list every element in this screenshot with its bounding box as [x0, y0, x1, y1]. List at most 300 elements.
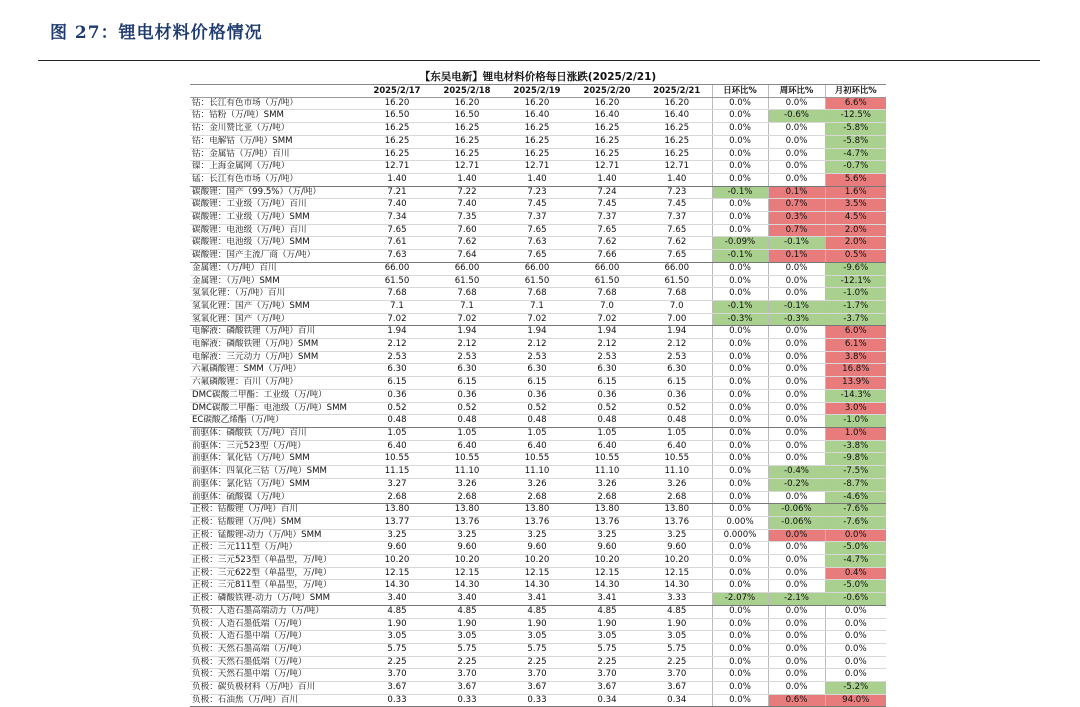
price-cell: 16.25 — [642, 123, 712, 136]
change-cell: 6.1% — [825, 339, 886, 352]
price-cell: 3.05 — [572, 631, 642, 644]
row-label: 前驱体：氧化钴（万/吨）SMM — [190, 453, 362, 466]
row-label: 金属锂：（万/吨）SMM — [190, 275, 362, 288]
change-cell: 0.0% — [825, 529, 886, 542]
change-cell: 0.0% — [768, 555, 825, 568]
change-cell: 0.000% — [712, 529, 768, 542]
table-row — [190, 580, 886, 593]
price-cell: 3.25 — [572, 529, 642, 542]
change-cell: -5.8% — [825, 135, 886, 148]
price-cell: 12.15 — [432, 567, 502, 580]
price-cell: 7.02 — [362, 313, 432, 326]
change-cell: 0.0% — [712, 161, 768, 174]
change-cell: 0.0% — [768, 262, 825, 275]
price-cell: 7.40 — [432, 199, 502, 212]
price-cell: 7.02 — [572, 313, 642, 326]
row-label: 钴：长江有色市场（万/吨） — [190, 97, 362, 110]
change-cell: -0.4% — [768, 466, 825, 479]
price-cell: 7.45 — [572, 199, 642, 212]
price-cell: 1.94 — [642, 326, 712, 339]
price-cell: 66.00 — [572, 262, 642, 275]
price-cell: 4.85 — [432, 605, 502, 618]
table-row — [190, 618, 886, 631]
price-cell: 16.50 — [362, 110, 432, 123]
price-cell: 7.68 — [502, 288, 572, 301]
table-row — [190, 555, 886, 568]
row-label: 正极：三元811型（单晶型，万/吨） — [190, 580, 362, 593]
price-cell: 16.20 — [572, 97, 642, 110]
price-cell: 7.22 — [432, 186, 502, 199]
price-cell: 4.85 — [572, 605, 642, 618]
change-cell: -3.8% — [825, 440, 886, 453]
table-row — [190, 669, 886, 682]
price-cell: 16.40 — [572, 110, 642, 123]
price-cell: 5.75 — [642, 643, 712, 656]
change-cell: -1.0% — [825, 288, 886, 301]
price-cell: 16.50 — [432, 110, 502, 123]
price-cell: 3.67 — [432, 682, 502, 695]
price-cell: 7.34 — [362, 212, 432, 225]
price-cell: 16.25 — [572, 148, 642, 161]
change-cell: 0.4% — [825, 567, 886, 580]
price-cell: 61.50 — [362, 275, 432, 288]
price-cell: 5.75 — [432, 643, 502, 656]
price-cell: 5.75 — [572, 643, 642, 656]
column-header: 周环比% — [768, 85, 825, 98]
price-cell: 12.71 — [432, 161, 502, 174]
price-cell: 6.40 — [362, 440, 432, 453]
change-cell: -0.6% — [768, 110, 825, 123]
change-cell: 0.0% — [712, 491, 768, 504]
table-row — [190, 135, 886, 148]
price-cell: 3.05 — [642, 631, 712, 644]
price-cell: 7.37 — [642, 212, 712, 225]
row-label: 碳酸锂：电池级（万/吨）SMM — [190, 237, 362, 250]
price-cell: 9.60 — [572, 542, 642, 555]
change-cell: -5.8% — [825, 123, 886, 136]
price-cell: 5.75 — [362, 643, 432, 656]
change-cell: 0.0% — [825, 605, 886, 618]
row-label: 钴：金川赞比亚（万/吨） — [190, 123, 362, 136]
change-cell: 0.0% — [768, 339, 825, 352]
change-cell: 0.0% — [712, 694, 768, 707]
change-cell: 0.0% — [712, 135, 768, 148]
price-cell: 2.25 — [502, 656, 572, 669]
price-cell: 10.55 — [642, 453, 712, 466]
price-cell: 12.71 — [572, 161, 642, 174]
price-cell: 16.25 — [572, 123, 642, 136]
price-cell: 7.63 — [362, 250, 432, 263]
price-cell: 3.27 — [362, 478, 432, 491]
price-cell: 1.94 — [432, 326, 502, 339]
change-cell: -5.0% — [825, 580, 886, 593]
price-cell: 0.52 — [362, 402, 432, 415]
column-header: 2025/2/20 — [572, 85, 642, 98]
change-cell: 0.0% — [712, 415, 768, 428]
change-cell: 0.0% — [768, 542, 825, 555]
column-header — [190, 85, 362, 98]
change-cell: -3.7% — [825, 313, 886, 326]
table-row — [190, 542, 886, 555]
table-row — [190, 199, 886, 212]
change-cell: -4.7% — [825, 555, 886, 568]
row-label: 负极：天然石墨低端（万/吨） — [190, 656, 362, 669]
price-cell: 6.30 — [432, 364, 502, 377]
table-row — [190, 262, 886, 275]
change-cell: -0.3% — [712, 313, 768, 326]
price-cell: 66.00 — [642, 262, 712, 275]
change-cell: 0.0% — [712, 364, 768, 377]
title-divider — [38, 60, 1040, 61]
price-cell: 6.15 — [572, 377, 642, 390]
row-label: 氢氧化锂：国产（万/吨）SMM — [190, 300, 362, 313]
price-cell: 2.68 — [432, 491, 502, 504]
table-row — [190, 148, 886, 161]
price-cell: 7.1 — [432, 300, 502, 313]
price-cell: 3.25 — [642, 529, 712, 542]
change-cell: -0.1% — [768, 300, 825, 313]
table-row — [190, 377, 886, 390]
table-row — [190, 427, 886, 440]
price-cell: 10.20 — [502, 555, 572, 568]
price-cell: 7.62 — [432, 237, 502, 250]
change-cell: 1.0% — [825, 427, 886, 440]
price-cell: 7.45 — [502, 199, 572, 212]
change-cell: 6.0% — [825, 326, 886, 339]
table-row — [190, 288, 886, 301]
price-cell: 3.70 — [642, 669, 712, 682]
row-label: 钴：钴粉（万/吨）SMM — [190, 110, 362, 123]
price-cell: 16.25 — [502, 123, 572, 136]
row-label: 碳酸锂：工业级（万/吨）百川 — [190, 199, 362, 212]
change-cell: 0.0% — [712, 453, 768, 466]
table-row — [190, 186, 886, 199]
price-cell: 16.20 — [362, 97, 432, 110]
price-cell: 66.00 — [502, 262, 572, 275]
price-cell: 12.71 — [502, 161, 572, 174]
price-cell: 10.20 — [362, 555, 432, 568]
row-label: 钴：电解钴（万/吨）SMM — [190, 135, 362, 148]
row-label: 前驱体：四氧化三钴（万/吨）SMM — [190, 466, 362, 479]
price-cell: 12.71 — [362, 161, 432, 174]
price-cell: 1.40 — [502, 173, 572, 186]
change-cell: 0.0% — [768, 415, 825, 428]
price-cell: 10.55 — [502, 453, 572, 466]
price-cell: 7.60 — [432, 224, 502, 237]
price-cell: 3.70 — [572, 669, 642, 682]
price-cell: 3.67 — [642, 682, 712, 695]
change-cell: -12.1% — [825, 275, 886, 288]
change-cell: 0.00% — [712, 516, 768, 529]
price-cell: 1.90 — [362, 618, 432, 631]
price-cell: 6.15 — [432, 377, 502, 390]
price-cell: 0.36 — [432, 389, 502, 402]
change-cell: 0.0% — [712, 402, 768, 415]
row-label: 金属锂：（万/吨）百川 — [190, 262, 362, 275]
change-cell: 0.0% — [768, 643, 825, 656]
price-cell: 1.40 — [432, 173, 502, 186]
change-cell: 0.0% — [768, 288, 825, 301]
price-cell: 7.65 — [642, 224, 712, 237]
price-cell: 11.10 — [502, 466, 572, 479]
price-cell: 1.94 — [502, 326, 572, 339]
row-label: 前驱体：磷酸铁（万/吨）百川 — [190, 427, 362, 440]
price-cell: 1.90 — [502, 618, 572, 631]
table-row — [190, 631, 886, 644]
price-cell: 1.94 — [362, 326, 432, 339]
change-cell: 0.1% — [768, 186, 825, 199]
price-cell: 16.25 — [362, 148, 432, 161]
price-cell: 16.20 — [432, 97, 502, 110]
change-cell: 0.0% — [768, 529, 825, 542]
price-cell: 7.0 — [642, 300, 712, 313]
price-cell: 11.15 — [362, 466, 432, 479]
price-cell: 7.65 — [642, 250, 712, 263]
change-cell: 0.0% — [825, 656, 886, 669]
price-cell: 16.25 — [502, 148, 572, 161]
change-cell: -0.1% — [712, 250, 768, 263]
row-label: 碳酸锂：国产主流厂商（万/吨） — [190, 250, 362, 263]
table-row — [190, 351, 886, 364]
price-cell: 66.00 — [362, 262, 432, 275]
change-cell: 3.0% — [825, 402, 886, 415]
table-row — [190, 224, 886, 237]
change-cell: -2.1% — [768, 593, 825, 606]
column-header: 日环比% — [712, 85, 768, 98]
change-cell: 0.0% — [712, 605, 768, 618]
change-cell: -0.1% — [768, 237, 825, 250]
table-body — [190, 97, 886, 707]
change-cell: 0.0% — [768, 669, 825, 682]
change-cell: 0.0% — [768, 326, 825, 339]
row-label: 负极：碳负极材料（万/吨）百川 — [190, 682, 362, 695]
price-cell: 10.20 — [642, 555, 712, 568]
price-cell: 13.76 — [642, 516, 712, 529]
price-cell: 16.25 — [362, 123, 432, 136]
price-cell: 7.62 — [642, 237, 712, 250]
price-cell: 1.05 — [362, 427, 432, 440]
row-label: 钴：金属钴（万/吨）百川 — [190, 148, 362, 161]
price-cell: 7.45 — [642, 199, 712, 212]
price-cell: 7.24 — [572, 186, 642, 199]
table-row — [190, 389, 886, 402]
table-row — [190, 97, 886, 110]
row-label: 六氟磷酸锂：SMM（万/吨） — [190, 364, 362, 377]
price-cell: 0.48 — [362, 415, 432, 428]
price-cell: 1.05 — [432, 427, 502, 440]
row-label: 负极：人造石墨高端动力（万/吨） — [190, 605, 362, 618]
table-row — [190, 453, 886, 466]
table-row — [190, 478, 886, 491]
price-cell: 16.25 — [432, 148, 502, 161]
change-cell: 0.0% — [712, 466, 768, 479]
table-row — [190, 516, 886, 529]
price-cell: 3.25 — [432, 529, 502, 542]
price-cell: 1.94 — [572, 326, 642, 339]
change-cell: 0.0% — [712, 567, 768, 580]
price-cell: 3.67 — [362, 682, 432, 695]
change-cell: -9.6% — [825, 262, 886, 275]
change-cell: -0.3% — [768, 313, 825, 326]
price-cell: 2.12 — [572, 339, 642, 352]
change-cell: 0.0% — [712, 643, 768, 656]
price-table — [190, 70, 886, 707]
price-cell: 0.48 — [572, 415, 642, 428]
row-label: 电解液：磷酸铁锂（万/吨）SMM — [190, 339, 362, 352]
price-cell: 10.55 — [572, 453, 642, 466]
change-cell: 0.7% — [768, 199, 825, 212]
table-row — [190, 440, 886, 453]
price-cell: 2.12 — [432, 339, 502, 352]
price-cell: 3.70 — [432, 669, 502, 682]
price-cell: 2.25 — [572, 656, 642, 669]
price-cell: 16.20 — [502, 97, 572, 110]
price-cell: 14.30 — [642, 580, 712, 593]
row-label: 前驱体：氯化钴（万/吨）SMM — [190, 478, 362, 491]
price-cell: 11.10 — [642, 466, 712, 479]
price-cell: 7.1 — [502, 300, 572, 313]
change-cell: -0.1% — [712, 300, 768, 313]
price-cell: 7.65 — [502, 224, 572, 237]
change-cell: 0.0% — [712, 148, 768, 161]
change-cell: 0.0% — [712, 339, 768, 352]
column-header: 2025/2/21 — [642, 85, 712, 98]
table-row — [190, 656, 886, 669]
price-cell: 0.48 — [502, 415, 572, 428]
price-cell: 1.40 — [362, 173, 432, 186]
price-cell: 0.52 — [642, 402, 712, 415]
price-cell: 12.71 — [642, 161, 712, 174]
change-cell: -0.6% — [825, 593, 886, 606]
change-cell: -4.6% — [825, 491, 886, 504]
table-row — [190, 402, 886, 415]
price-cell: 9.60 — [362, 542, 432, 555]
change-cell: 0.0% — [768, 580, 825, 593]
row-label: 正极：三元111型（万/吨） — [190, 542, 362, 555]
price-cell: 10.20 — [432, 555, 502, 568]
price-cell: 2.12 — [502, 339, 572, 352]
price-cell: 7.40 — [362, 199, 432, 212]
price-cell: 4.85 — [642, 605, 712, 618]
row-label: 电解液：三元动力（万/吨）SMM — [190, 351, 362, 364]
price-cell: 6.30 — [502, 364, 572, 377]
table-row — [190, 237, 886, 250]
price-cell: 7.23 — [502, 186, 572, 199]
price-cell: 10.55 — [432, 453, 502, 466]
price-cell: 3.41 — [572, 593, 642, 606]
price-cell: 12.15 — [362, 567, 432, 580]
change-cell: 0.0% — [768, 351, 825, 364]
price-cell: 7.63 — [502, 237, 572, 250]
price-cell: 5.75 — [502, 643, 572, 656]
price-table-container — [190, 70, 886, 707]
change-cell: 0.0% — [768, 275, 825, 288]
price-cell: 7.65 — [502, 250, 572, 263]
table-row — [190, 529, 886, 542]
table-row — [190, 643, 886, 656]
change-cell: 0.0% — [768, 631, 825, 644]
table-row — [190, 415, 886, 428]
price-cell: 3.70 — [362, 669, 432, 682]
change-cell: 0.0% — [712, 542, 768, 555]
price-cell: 7.68 — [362, 288, 432, 301]
table-row — [190, 491, 886, 504]
price-cell: 13.80 — [362, 504, 432, 517]
price-cell: 1.05 — [572, 427, 642, 440]
change-cell: 0.0% — [712, 478, 768, 491]
change-cell: 0.0% — [768, 567, 825, 580]
change-cell: 0.0% — [712, 212, 768, 225]
change-cell: -1.0% — [825, 415, 886, 428]
price-cell: 3.41 — [502, 593, 572, 606]
change-cell: 0.0% — [768, 682, 825, 695]
price-cell: 6.30 — [362, 364, 432, 377]
price-cell: 13.76 — [572, 516, 642, 529]
change-cell: 0.0% — [825, 618, 886, 631]
change-cell: 0.0% — [768, 377, 825, 390]
column-header: 2025/2/18 — [432, 85, 502, 98]
price-cell: 2.25 — [362, 656, 432, 669]
change-cell: 0.0% — [825, 669, 886, 682]
change-cell: 4.5% — [825, 212, 886, 225]
row-label: 负极：天然石墨高端（万/吨） — [190, 643, 362, 656]
row-label: 镍：上海金属网（万/吨） — [190, 161, 362, 174]
table-row — [190, 694, 886, 707]
change-cell: -0.06% — [768, 516, 825, 529]
price-cell: 6.15 — [642, 377, 712, 390]
price-cell: 7.23 — [642, 186, 712, 199]
price-cell: 2.53 — [502, 351, 572, 364]
price-cell: 3.25 — [362, 529, 432, 542]
change-cell: 0.0% — [712, 682, 768, 695]
price-cell: 61.50 — [572, 275, 642, 288]
table-header-row — [190, 85, 886, 98]
change-cell: 6.6% — [825, 97, 886, 110]
change-cell: 0.0% — [712, 377, 768, 390]
table-row — [190, 339, 886, 352]
change-cell: 0.0% — [712, 224, 768, 237]
price-cell: 7.00 — [642, 313, 712, 326]
table-row — [190, 161, 886, 174]
table-row — [190, 173, 886, 186]
price-cell: 7.65 — [572, 224, 642, 237]
row-label: 氢氧化锂：（万/吨）百川 — [190, 288, 362, 301]
price-cell: 7.21 — [362, 186, 432, 199]
change-cell: 3.5% — [825, 199, 886, 212]
row-label: 正极：钴酸锂（万/吨）百川 — [190, 504, 362, 517]
change-cell: 0.0% — [712, 173, 768, 186]
price-cell: 66.00 — [432, 262, 502, 275]
price-cell: 6.15 — [502, 377, 572, 390]
price-cell: 16.40 — [502, 110, 572, 123]
change-cell: -7.6% — [825, 504, 886, 517]
row-label: 负极：人造石墨中端（万/吨） — [190, 631, 362, 644]
price-cell: 3.67 — [502, 682, 572, 695]
change-cell: 0.0% — [768, 427, 825, 440]
table-row — [190, 300, 886, 313]
price-cell: 2.25 — [432, 656, 502, 669]
change-cell: 0.0% — [825, 631, 886, 644]
change-cell: 0.0% — [768, 605, 825, 618]
price-cell: 2.12 — [362, 339, 432, 352]
change-cell: -7.5% — [825, 466, 886, 479]
change-cell: -14.3% — [825, 389, 886, 402]
price-cell: 14.30 — [432, 580, 502, 593]
change-cell: 0.0% — [768, 364, 825, 377]
table-row — [190, 326, 886, 339]
change-cell: 0.0% — [712, 326, 768, 339]
change-cell: 0.0% — [768, 135, 825, 148]
